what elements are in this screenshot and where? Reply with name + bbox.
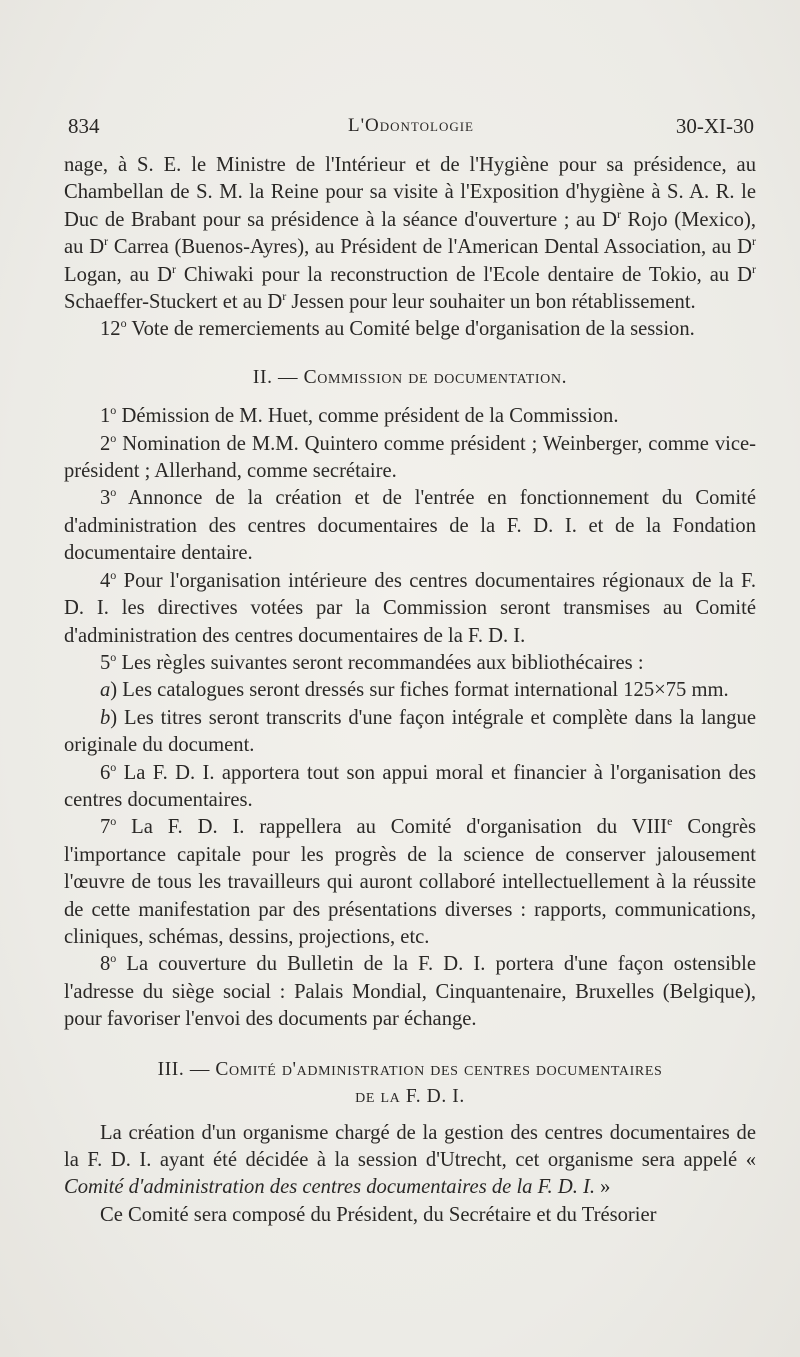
- s2-item-2: 2$^o$ Nomination de M.M. Quintero comme président ; Weinberger, comme vice-président ; Allerhand, comme secrétaire.: [64, 430, 756, 483]
- section-2-heading: II. — Commission de documentation.: [252, 366, 568, 388]
- running-header: [68, 114, 754, 144]
- section-3-heading: III. — Comité d'administration des centres documentaires de la F. D. I.: [157, 1058, 663, 1107]
- s3-paragraph-2: Ce Comité sera composé du Président, du Secrétaire et du Trésorier: [100, 1203, 657, 1226]
- page-body: [64, 152, 756, 1229]
- s3-paragraph-1: La création d'un organisme chargé de la gestion des centres documentaires de la F. D. I. ayant été décidée à la session d'Utrecht, cet organisme sera appelé « Comité d'administration des centres documentaires de la F. D. I. »: [64, 1121, 756, 1199]
- s2-item-4: 4$^o$ Pour l'organisation intérieure des centres documentaires régionaux de la F. D. I. les directives votées par la Commission seront transmises au Comité d'administration des centres documentaires de la F. D. I.: [64, 567, 756, 647]
- continued-paragraph: nage, à S. E. le Ministre de l'Intérieur et de l'Hygiène pour sa présidence, au Chambellan de S. M. la Reine pour sa visite à l'Exposition d'hygiène à S. A. R. le Duc de Brabant pour sa présidence à la séance d'ouverture ; au $D^r$ Rojo (Mexico), au $D^r$ Carrea (Buenos-Ayres), au Président de l'American Dental Association, au $D^r$ Logan, au $D^r$ Chiwaki pour la reconstruction de l'Ecole dentaire de Tokio, au $D^r$ Schaeffer-Stuckert et au $D^r$ Jessen pour leur souhaiter un bon rétablissement.: [64, 154, 757, 314]
- header-date: 30-XI-30: [675, 114, 754, 138]
- s2-item-8: 8$^o$ La couverture du Bulletin de la F. D. I. portera d'une façon ostensible l'adresse du siège social : Palais Mondial, Cinquantenaire, Bruxelles (Belgique), pour favoriser l'envoi des documents par échange.: [64, 951, 756, 1031]
- item-12: 12$^o$ Vote de remerciements au Comité belge d'organisation de la session.: [100, 316, 695, 341]
- rule-b: b) Les titres seront transcrits d'une façon intégrale et complète dans la langue originale du document.: [64, 706, 756, 757]
- page-number: 834: [68, 114, 100, 138]
- rule-a: a) Les catalogues seront dressés sur fiches format international 125×75 mm.: [100, 679, 729, 702]
- s2-item-7: 7$^o$ La F. D. I. rappellera au Comité d'organisation du VIIIe Congrès l'importance capitale pour les progrès de la science de conserver jalousement l'œuvre de tous les travailleurs qui auront collaboré intellectuellement à la réussite de cette manifestation par des présentations diverses : rapports, communications, cliniques, schémas, dessins, projections, etc.: [64, 814, 756, 948]
- s2-item-3: 3$^o$ Annonce de la création et de l'entrée en fonctionnement du Comité d'administration des centres documentaires de la F. D. I. et de la Fondation documentaire dentaire.: [64, 485, 756, 565]
- s2-item-5: 5$^o$ Les règles suivantes seront recommandées aux bibliothécaires :: [100, 650, 644, 674]
- s2-item-6: 6$^o$ La F. D. I. apportera tout son appui moral et financier à l'organisation des centres documentaires.: [64, 759, 756, 811]
- s2-item-1: 1$^o$ Démission de M. Huet, comme président de la Commission.: [100, 403, 619, 428]
- running-title: L'Odontologie: [348, 115, 474, 136]
